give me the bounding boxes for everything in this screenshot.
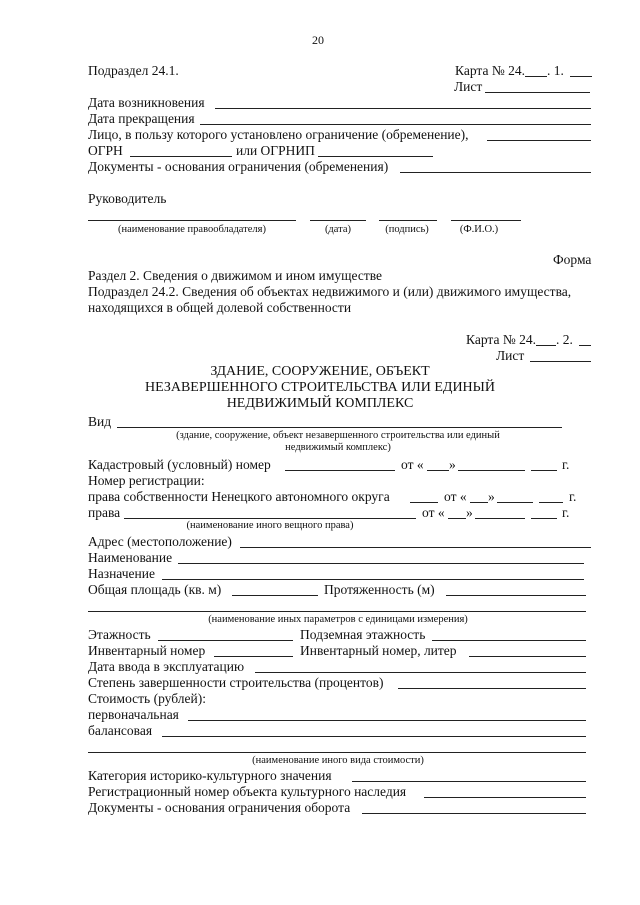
type-label: Вид [88, 414, 112, 429]
rights-year-field[interactable] [531, 518, 557, 519]
rights-day-field[interactable] [448, 518, 466, 519]
cadastral-month-field[interactable] [458, 470, 525, 471]
completion-field[interactable] [398, 688, 586, 689]
object-title-line2: НЕЗАВЕРШЕННОГО СТРОИТЕЛЬСТВА ИЛИ ЕДИНЫЙ [145, 380, 495, 395]
subsection-24-2-line2: находящихся в общей долевой собственности [88, 300, 352, 315]
heritage-category-field[interactable] [352, 781, 586, 782]
sign-date-field[interactable] [310, 220, 366, 221]
rights-date-close: » [466, 505, 473, 520]
other-params-caption: (наименование иных параметров с единицами измерения) [208, 614, 468, 625]
length-field[interactable] [446, 595, 586, 596]
object-title-line3: НЕДВИЖИМЫЙ КОМПЛЕКС [226, 396, 414, 411]
ownership-date-close: » [488, 489, 495, 504]
ownership-day-field[interactable] [470, 502, 488, 503]
commissioning-label: Дата ввода в эксплуатацию [88, 659, 245, 674]
date-start-field[interactable] [215, 108, 591, 109]
beneficiary-label: Лицо, в пользу которого установлено ограничение (обременение), [88, 127, 469, 142]
underground-field[interactable] [432, 640, 586, 641]
ogrnip-label: или ОГРНИП [236, 143, 315, 158]
fio-caption: (Ф.И.О.) [459, 224, 499, 235]
other-cost-caption: (наименование иного вида стоимости) [252, 755, 424, 766]
cadastral-label: Кадастровый (условный) номер [88, 457, 271, 472]
turnover-docs-field[interactable] [362, 813, 586, 814]
name-label: Наименование [88, 550, 173, 565]
card-number-field-2[interactable] [536, 345, 556, 346]
signature-field[interactable] [379, 220, 437, 221]
documents-label: Документы - основания ограничения (обременения) [88, 159, 389, 174]
completion-label: Степень завершенности строительства (процентов) [88, 675, 384, 690]
ogrn-field[interactable] [130, 156, 232, 157]
commissioning-field[interactable] [255, 672, 586, 673]
card-number-label-2: Карта № 24. [466, 332, 536, 347]
cost-initial-field[interactable] [188, 720, 586, 721]
card-number-tail-field-2[interactable] [579, 345, 591, 346]
section-2-title: Раздел 2. Сведения о движимом и ином имуществе [88, 268, 383, 283]
heritage-category-label: Категория историко-культурного значения [88, 768, 332, 783]
documents-field[interactable] [400, 172, 591, 173]
signature-caption: (подпись) [385, 224, 429, 235]
underground-label: Подземная этажность [300, 627, 426, 642]
reg-number-label: Номер регистрации: [88, 473, 205, 488]
inventory-liter-label: Инвентарный номер, литер [300, 643, 457, 658]
cost-balance-label: балансовая [88, 723, 153, 738]
fio-field[interactable] [451, 220, 521, 221]
cadastral-day-field[interactable] [427, 470, 449, 471]
date-end-label: Дата прекращения [88, 111, 195, 126]
ogrn-label: ОГРН [88, 143, 123, 158]
subsection-24-1: Подраздел 24.1. [88, 63, 179, 78]
card-number-label: Карта № 24. [455, 63, 525, 78]
ownership-year-suffix: г. [569, 489, 577, 504]
length-label: Протяженность (м) [324, 582, 435, 597]
date-end-field[interactable] [200, 124, 591, 125]
sheet-label: Лист [454, 79, 483, 94]
cost-balance-field[interactable] [162, 736, 586, 737]
page-number: 20 [312, 33, 324, 47]
sheet-field[interactable] [485, 92, 590, 93]
cadastral-year-field[interactable] [531, 470, 557, 471]
other-cost-field[interactable] [88, 752, 586, 753]
rights-month-field[interactable] [475, 518, 525, 519]
object-title-line1: ЗДАНИЕ, СООРУЖЕНИЕ, ОБЪЕКТ [210, 364, 430, 379]
type-caption-line1: (здание, сооружение, объект незавершенного строительства или единый [176, 430, 500, 441]
cadastral-year-suffix: г. [562, 457, 570, 472]
rights-field[interactable] [124, 518, 416, 519]
sheet-field-2[interactable] [530, 361, 591, 362]
rights-label: права [88, 505, 121, 520]
card-number-tail-field[interactable] [570, 76, 592, 77]
ownership-reg-field[interactable] [410, 502, 438, 503]
head-label: Руководитель [88, 191, 167, 206]
inventory-liter-field[interactable] [469, 656, 586, 657]
card-number-field[interactable] [525, 76, 547, 77]
sign-date-caption: (дата) [324, 224, 352, 235]
rights-date-from: от « [422, 505, 445, 520]
heritage-reg-label: Регистрационный номер объекта культурного наследия [88, 784, 407, 799]
owner-name-caption: (наименование правообладателя) [117, 224, 266, 235]
type-caption-line2: недвижимый комплекс) [285, 442, 391, 453]
owner-name-field[interactable] [88, 220, 296, 221]
ownership-year-field[interactable] [539, 502, 563, 503]
beneficiary-field[interactable] [487, 140, 591, 141]
subsection-24-2-line1: Подраздел 24.2. Сведения об объектах недвижимого и (или) движимого имущества, [88, 284, 572, 299]
area-field[interactable] [232, 595, 318, 596]
type-field[interactable] [117, 427, 562, 428]
cadastral-field[interactable] [285, 470, 395, 471]
address-label: Адрес (местоположение) [88, 534, 232, 549]
purpose-label: Назначение [88, 566, 155, 581]
ogrnip-field[interactable] [318, 156, 433, 157]
ownership-label: права собственности Ненецкого автономного округа [88, 489, 390, 504]
cost-label: Стоимость (рублей): [88, 691, 206, 706]
purpose-field[interactable] [162, 579, 584, 580]
form-label: Форма [553, 252, 592, 267]
sheet-label-2: Лист [496, 348, 525, 363]
cost-initial-label: первоначальная [88, 707, 179, 722]
floors-field[interactable] [158, 640, 293, 641]
inventory-label: Инвентарный номер [88, 643, 206, 658]
rights-year-suffix: г. [562, 505, 570, 520]
ownership-date-from: от « [444, 489, 467, 504]
area-label: Общая площадь (кв. м) [88, 582, 222, 597]
cadastral-date-from: от « [401, 457, 424, 472]
cadastral-date-close: » [449, 457, 456, 472]
other-params-field[interactable] [88, 611, 586, 612]
card-number-mid-2: . 2. [556, 332, 573, 347]
inventory-field[interactable] [214, 656, 293, 657]
turnover-docs-label: Документы - основания ограничения оборота [88, 800, 351, 815]
card-number-mid: . 1. [547, 63, 564, 78]
address-field[interactable] [240, 547, 591, 548]
ownership-month-field[interactable] [497, 502, 533, 503]
name-field[interactable] [178, 563, 584, 564]
date-start-label: Дата возникновения [88, 95, 205, 110]
heritage-reg-field[interactable] [424, 797, 586, 798]
rights-caption: (наименование иного вещного права) [186, 520, 354, 531]
floors-label: Этажность [88, 627, 151, 642]
